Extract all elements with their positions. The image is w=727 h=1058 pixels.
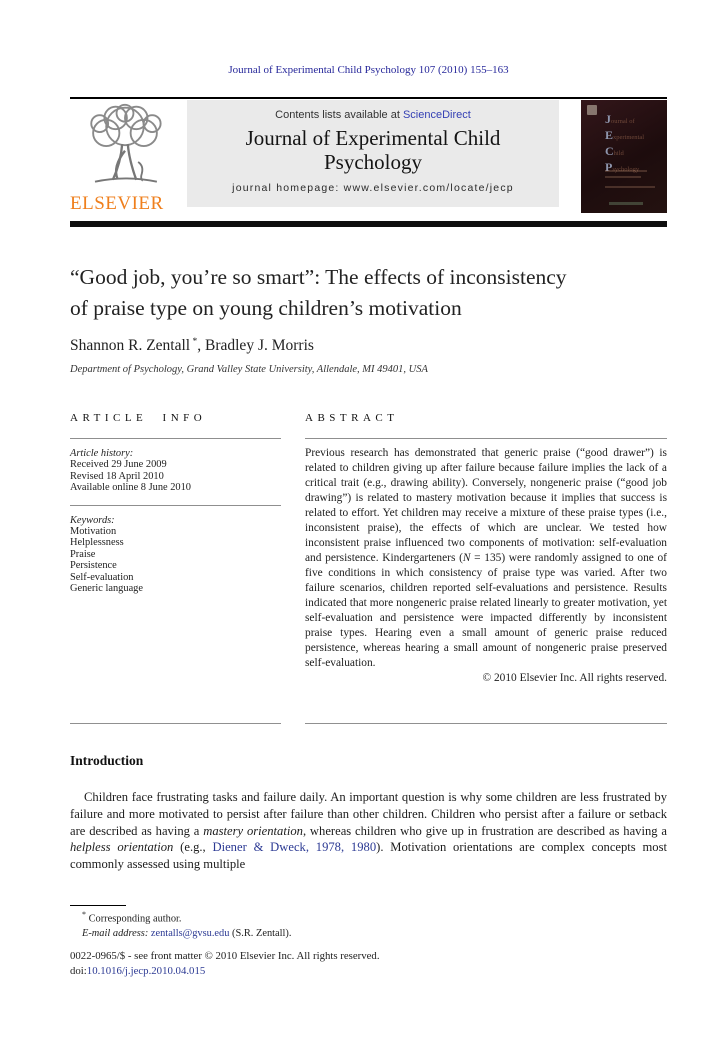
text-segment: Shannon R. Zentall	[70, 337, 191, 355]
list-item: “Good job, you’re so smart”: The effects of inconsistency	[70, 265, 567, 289]
sciencedirect-link[interactable]: ScienceDirect	[402, 109, 471, 121]
list-item: Psychology	[323, 150, 422, 174]
elsevier-tree-icon	[76, 102, 174, 192]
cover-letter: J	[605, 112, 611, 126]
article-history-list	[70, 459, 281, 493]
cover-title-rows	[605, 112, 644, 176]
list-item: Revised 18 April 2010	[70, 470, 164, 482]
text-segment: N	[462, 552, 471, 564]
article-affiliation: Department of Psychology, Grand Valley State University, Allendale, MI 49401, USA	[70, 364, 428, 375]
header-top-rule	[70, 97, 667, 99]
cover-letter: C	[605, 144, 614, 158]
cover-word: ournal of	[611, 118, 635, 125]
keywords-list	[70, 526, 281, 594]
journal-cover-thumbnail[interactable]	[581, 100, 667, 213]
cover-letter: E	[605, 128, 614, 142]
contents-line	[187, 109, 559, 121]
doi-link[interactable]: 10.1016/j.jecp.2010.04.015	[86, 965, 206, 977]
text-segment: *	[190, 337, 198, 347]
article-info-mid-rule	[70, 505, 281, 506]
corresponding-author-note	[70, 908, 500, 927]
text-segment: mastery orientation	[203, 823, 303, 838]
text-segment: ). Motivation orientations are complex concepts most commonly assessed using multiple	[70, 840, 668, 872]
cover-publisher-mark	[609, 202, 643, 205]
journal-citation: Journal of Experimental Child Psychology 107 (2010) 155–163	[228, 64, 509, 76]
abstract-copyright: © 2010 Elsevier Inc. All rights reserved.	[482, 672, 667, 684]
email-link[interactable]: zentalls@gvsu.edu	[150, 927, 230, 939]
list-item: Self-evaluation	[70, 571, 134, 583]
doi-line	[70, 965, 205, 977]
list-item: Praise	[70, 548, 96, 560]
reference-link-diener-dweck[interactable]: Diener & Dweck, 1978, 1980	[212, 840, 377, 855]
contents-prefix: Contents lists available at	[275, 109, 403, 121]
text-segment: helpless orientation	[70, 840, 174, 855]
email-address-note	[70, 927, 500, 942]
text-segment: , Bradley J. Morris	[197, 337, 314, 355]
info-bottom-rule	[70, 723, 281, 724]
text-segment: doi:	[70, 965, 87, 977]
list-item: Received 29 June 2009	[70, 459, 167, 471]
cover-word: hild	[613, 150, 624, 157]
list-item: of praise type on young children’s motivation	[70, 296, 462, 320]
article-info-heading: ARTICLE INFO	[70, 412, 207, 424]
article-authors	[70, 337, 314, 355]
text-segment: (S.R. Zentall).	[229, 927, 292, 939]
cover-letter: P	[605, 160, 613, 174]
cover-text-line	[605, 176, 641, 178]
cover-title-row	[605, 160, 644, 176]
text-segment: (e.g.,	[173, 840, 213, 855]
abstract-heading: ABSTRACT	[305, 412, 399, 424]
article-history-label: Article history:	[70, 448, 134, 459]
list-item: Motivation	[70, 526, 117, 538]
issn-copyright-line: 0022-0965/$ - see front matter © 2010 Elsevier Inc. All rights reserved.	[70, 950, 380, 962]
footnote	[70, 908, 500, 941]
article-info-rule	[70, 438, 281, 439]
text-segment: Previous research has demonstrated that generic praise (“good drawer”) is related to children giving up after failure because failure implies the lack of a critical trait (e.g., drawing ability). Conversely, nongeneric praise (“good job drawing”) is related to mastery motivation because it implies that success is related to effort. Yet children may receive a mixture of these praise types (i.e., inconsistent praise), the effects of which are unclear. We tested how inconsistent praise influenced two components of motivation: self-evaluation and persistence. Kindergarteners (	[305, 447, 667, 564]
text-segment: , whereas children who give up in frustration are described as having a	[302, 823, 667, 838]
text-segment: E-mail address:	[82, 927, 151, 939]
article-title	[70, 262, 690, 324]
text-segment: = 135) were randomly assigned to one of five conditions in which consistency of praise type was varied. After two failure scenarios, children reported self-evaluations and persistence. Results indicated that more nongeneric praise related linearly to greater motivation, yet self-evaluation and persistence were impacted differently by inconsistent praise types. Hearing even a small amount of generic praise reduced persistence, whereas hearing a small amount of nongeneric praise preserved self-evaluation.	[305, 552, 667, 669]
text-segment: Corresponding author.	[86, 913, 182, 925]
abstract-bottom-rule	[305, 723, 667, 724]
list-item: Generic language	[70, 583, 143, 595]
cover-emblem-icon	[587, 105, 597, 115]
journal-homepage-link[interactable]: journal homepage: www.elsevier.com/locate/jecp	[232, 182, 514, 194]
introduction-heading: Introduction	[70, 753, 144, 768]
abstract-rule	[305, 438, 667, 439]
list-item: Available online 8 June 2010	[70, 482, 192, 494]
article-info-column	[70, 412, 281, 594]
introduction-paragraph	[70, 789, 667, 873]
list-item: Helplessness	[70, 537, 124, 549]
journal-title	[187, 126, 559, 174]
journal-banner	[187, 100, 559, 207]
abstract-text	[305, 446, 667, 671]
text-segment: *	[82, 910, 86, 919]
cover-word: sychology	[612, 166, 640, 173]
keywords-label: Keywords:	[70, 514, 115, 526]
elsevier-logo	[70, 100, 182, 213]
elsevier-wordmark: ELSEVIER	[70, 193, 164, 214]
cover-title-row	[605, 128, 644, 144]
cover-text-line	[605, 170, 647, 172]
abstract-column	[305, 412, 667, 686]
cover-word: xperimental	[613, 134, 645, 141]
footnote-rule	[70, 905, 126, 906]
list-item: Journal of Experimental Child	[245, 126, 501, 150]
text-segment: Children face frustrating tasks and failure daily. An important question is why some children are less frustrated by failure and more motivated to persist after failure than other children. Children who persist after a failure or setback are described as having a	[70, 790, 667, 838]
header-divider-bar	[70, 221, 667, 227]
list-item: Persistence	[70, 560, 117, 572]
cover-title-row	[605, 144, 644, 160]
cover-text-line	[605, 186, 655, 188]
cover-title-row	[605, 112, 644, 128]
